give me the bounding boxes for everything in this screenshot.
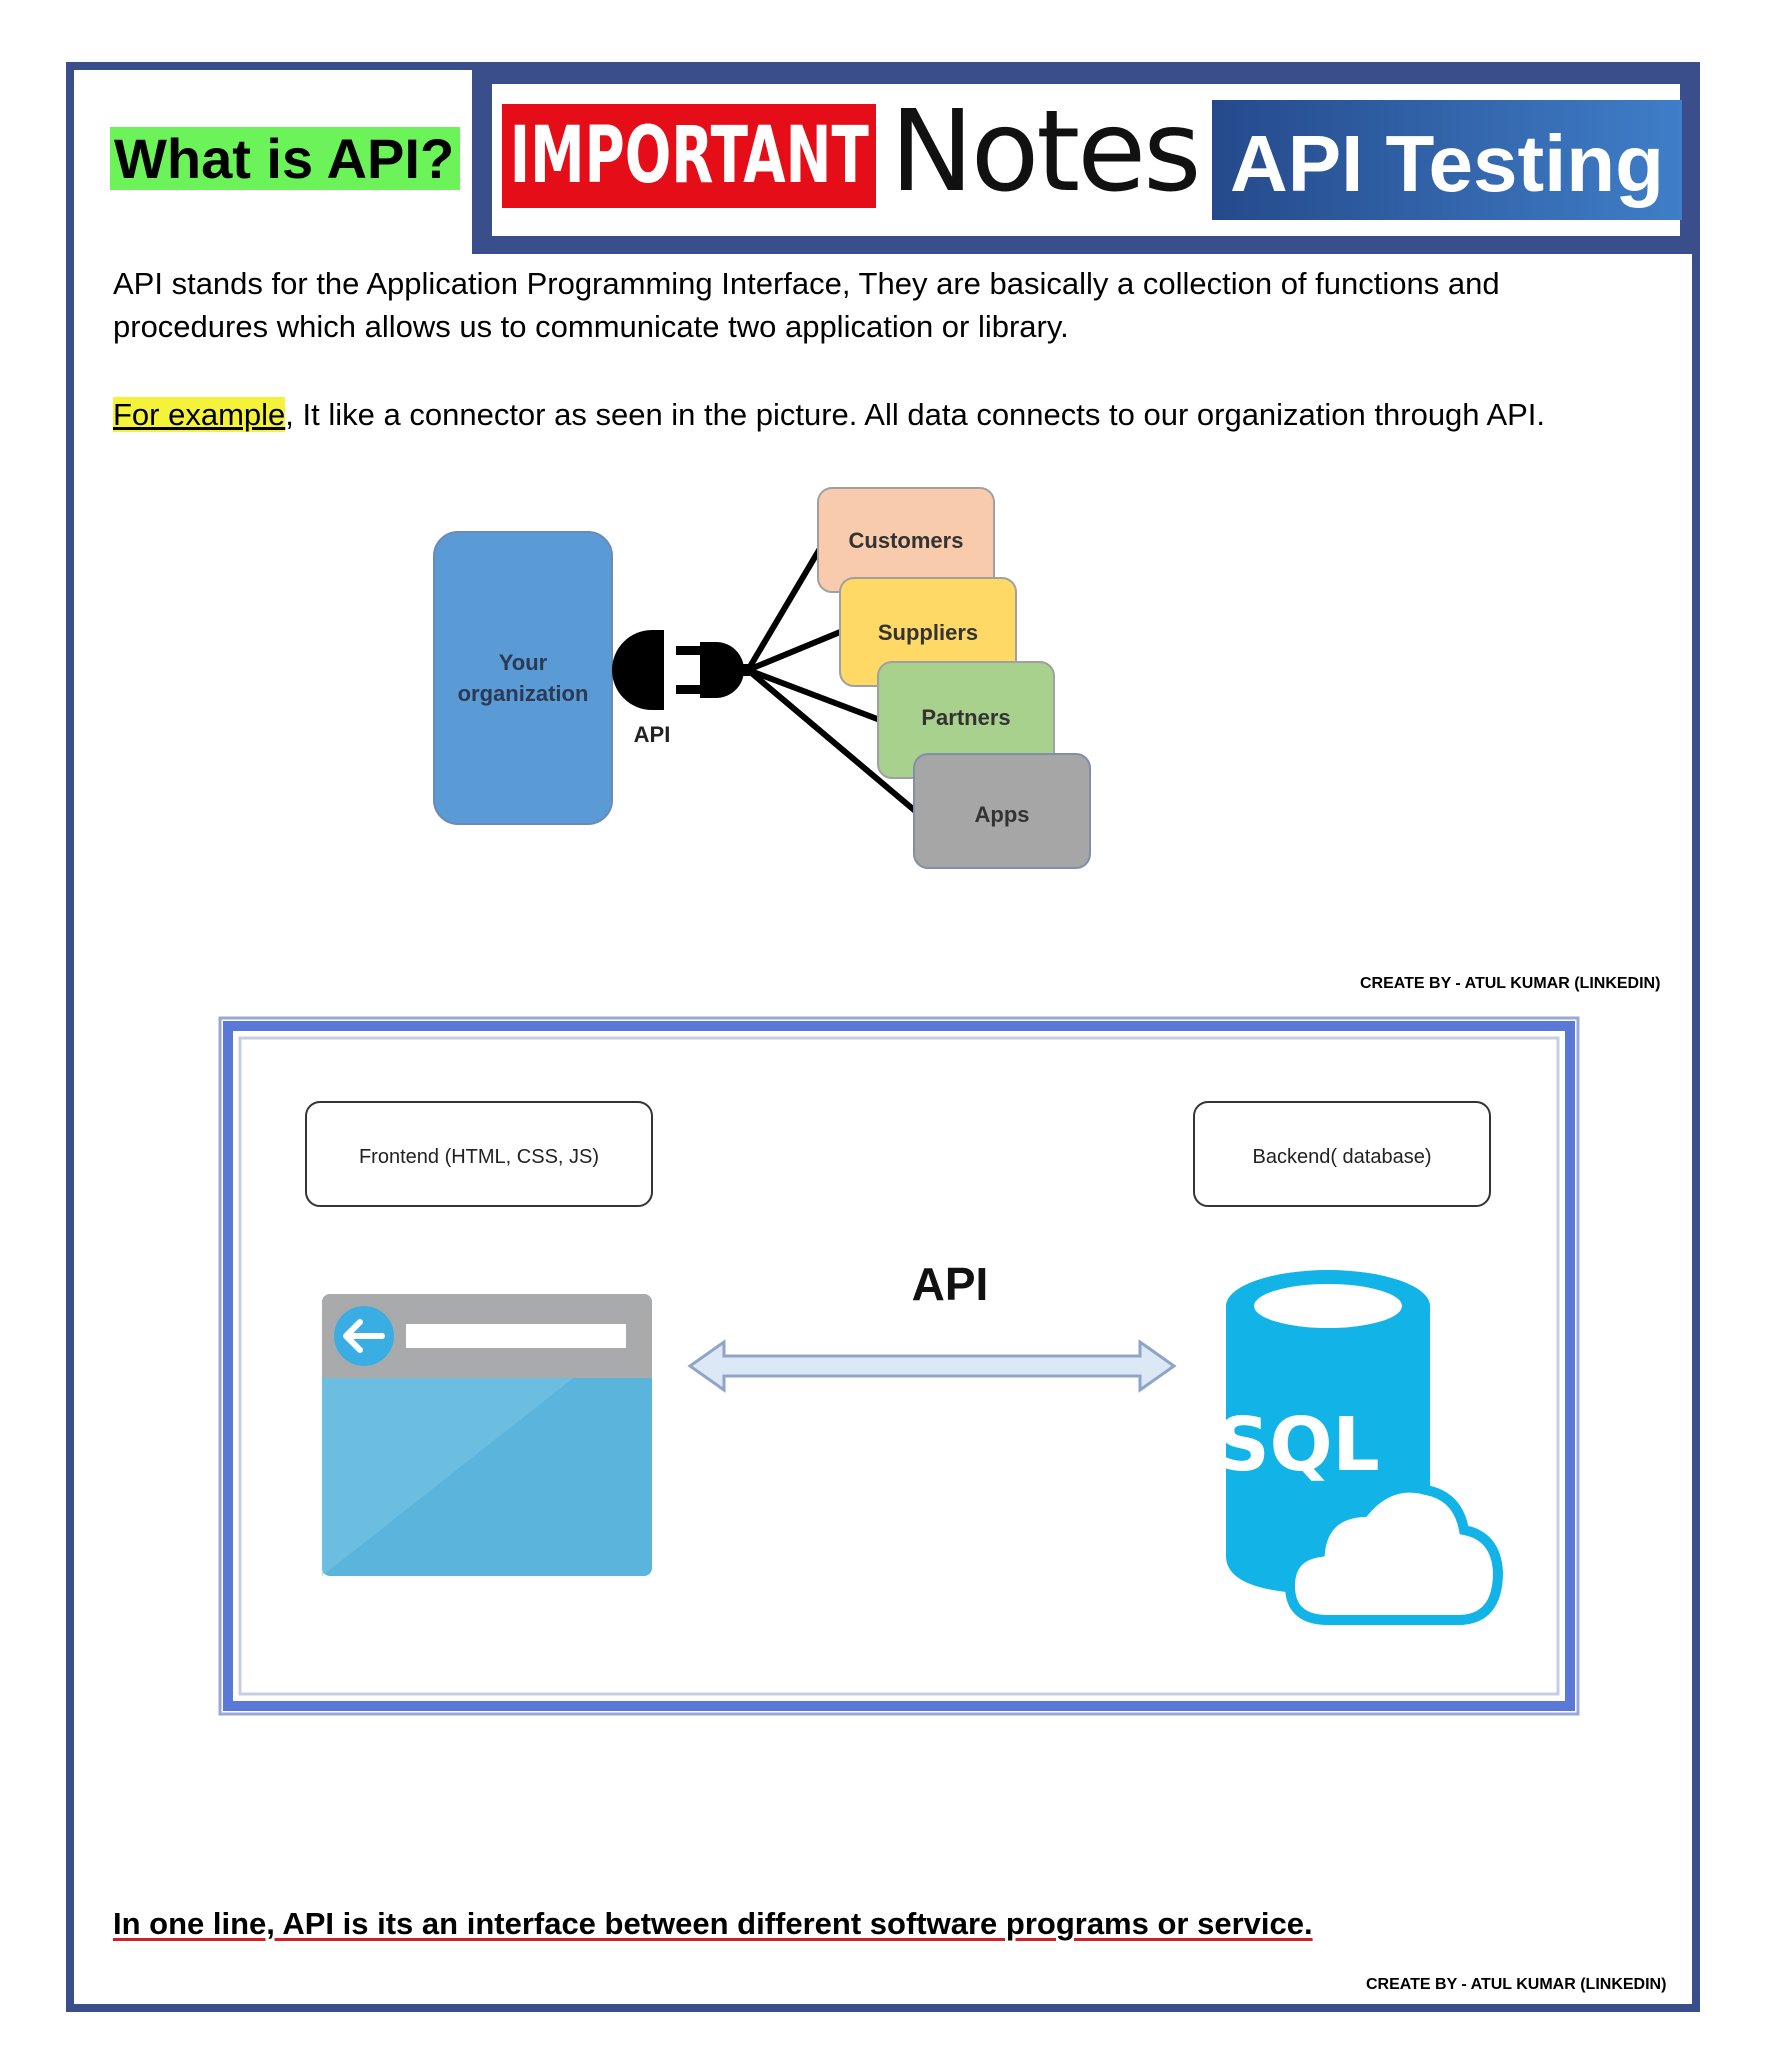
customers-label: Customers: [848, 528, 964, 553]
notes-label: Notes: [890, 87, 1199, 217]
connector-diagram: [420, 480, 1120, 880]
header-banner: [472, 62, 1700, 254]
example-paragraph: [113, 393, 1545, 436]
frontend-backend-diagram: [218, 1016, 1580, 1716]
intro-line-2: procedures which allows us to communicate two application or library.: [113, 309, 1069, 344]
backend-label: Backend( database): [1252, 1146, 1432, 1168]
summary-line: In one line, API is its an interface between different software programs or service.: [113, 1906, 1313, 1941]
important-badge: [502, 104, 876, 208]
example-highlight: For example: [113, 397, 286, 432]
api-title: API: [911, 1258, 989, 1310]
header-banner-inner: [492, 84, 1680, 236]
organization-label-1: Your: [498, 650, 548, 675]
organization-label-2: organization: [457, 681, 589, 706]
organization-box: [434, 532, 612, 824]
intro-line-1: API stands for the Application Programming Interface, They are basically a collection of functions and: [113, 266, 1500, 301]
plug-icon: [612, 630, 750, 710]
browser-window-icon: [322, 1294, 652, 1576]
frontend-label: Frontend (HTML, CSS, JS): [358, 1146, 600, 1168]
example-comma: ,: [285, 397, 294, 432]
example-text: It like a connector as seen in the picture. All data connects to our organization through API.: [293, 397, 1546, 432]
important-label: IMPORTANT: [509, 111, 869, 201]
credit-bottom: CREATE BY - ATUL KUMAR (LINKEDIN): [1366, 1976, 1667, 1993]
api-label: API: [633, 722, 671, 747]
topic-badge: API Testing: [1212, 100, 1682, 220]
page-title: What is API?: [110, 127, 460, 190]
apps-label: Apps: [974, 802, 1030, 827]
line-customers: [748, 540, 825, 670]
sql-label: SQL: [1216, 1402, 1380, 1488]
partners-label: Partners: [921, 705, 1011, 730]
suppliers-label: Suppliers: [877, 620, 979, 645]
credit-top: CREATE BY - ATUL KUMAR (LINKEDIN): [1360, 975, 1661, 992]
